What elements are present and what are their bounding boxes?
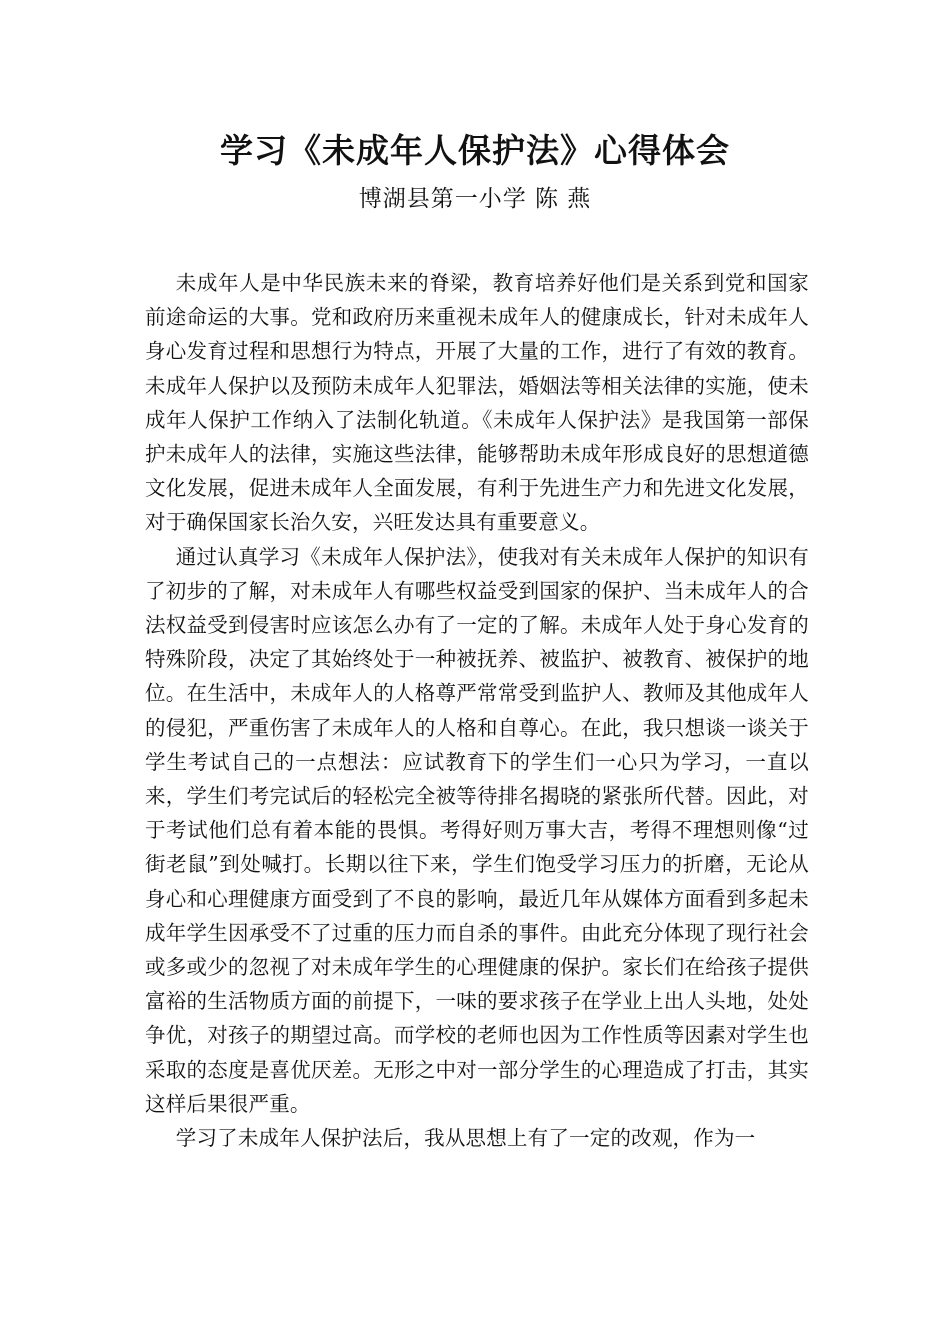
paragraph: 学习了未成年人保护法后，我从思想上有了一定的改观，作为一 <box>175 1126 756 1151</box>
document-title: 学习《未成年人保护法》心得体会 <box>220 131 730 170</box>
document-body <box>145 266 809 1155</box>
paragraph: 未成年人是中华民族未来的脊梁，教育培养好他们是关系到党和国家前途命运的大事。党和政府历来重视未成年人的健康成长，针对未成年人身心发育过程和思想行为特点，开展了大量的工作，进行了有效的教育。未成年人保护以及预防未成年人犯罪法，婚姻法等相关法律的实施，使未成年人保护工作纳入了法制化轨道。《未成年人保护法》是我国第一部保护未成年人的法律，实施这些法律，能够帮助未成年形成良好的思想道德文化发展，促进未成年人全面发展，有利于先进生产力和先进文化发展，对于确保国家长治久安，兴旺发达具有重要意义。 <box>145 271 809 535</box>
paragraph: 通过认真学习《未成年人保护法》，使我对有关未成年人保护的知识有了初步的了解，对未成年人有哪些权益受到国家的保护、当未成年人的合法权益受到侵害时应该怎么办有了一定的了解。未成年人处于身心发育的特殊阶段，决定了其始终处于一种被抚养、被监护、被教育、被保护的地位。在生活中，未成年人的人格尊严常常受到监护人、教师及其他成年人的侵犯，严重伤害了未成年人的人格和自尊心。在此，我只想谈一谈关于学生考试自己的一点想法：应试教育下的学生们一心只为学习，一直以来，学生们考完试后的轻松完全被等待排名揭晓的紧张所代替。因此，对于考试他们总有着本能的畏惧。考得好则万事大吉，考得不理想则像“过街老鼠”到处喊打。长期以往下来，学生们饱受学习压力的折磨，无论从身心和心理健康方面受到了不良的影响，最近几年从媒体方面看到多起未成年学生因承受不了过重的压力而自杀的事件。由此充分体现了现行社会或多或少的忽视了对未成年学生的心理健康的保护。家长们在给孩子提供富裕的生活物质方面的前提下，一味的要求孩子在学业上出人头地，处处争优，对孩子的期望过高。而学校的老师也因为工作性质等因素对学生也采取的态度是喜优厌差。无形之中对一部分学生的心理造成了打击，其实这样后果很严重。 <box>145 544 809 1116</box>
document-author: 博湖县第一小学 陈 燕 <box>358 186 592 212</box>
